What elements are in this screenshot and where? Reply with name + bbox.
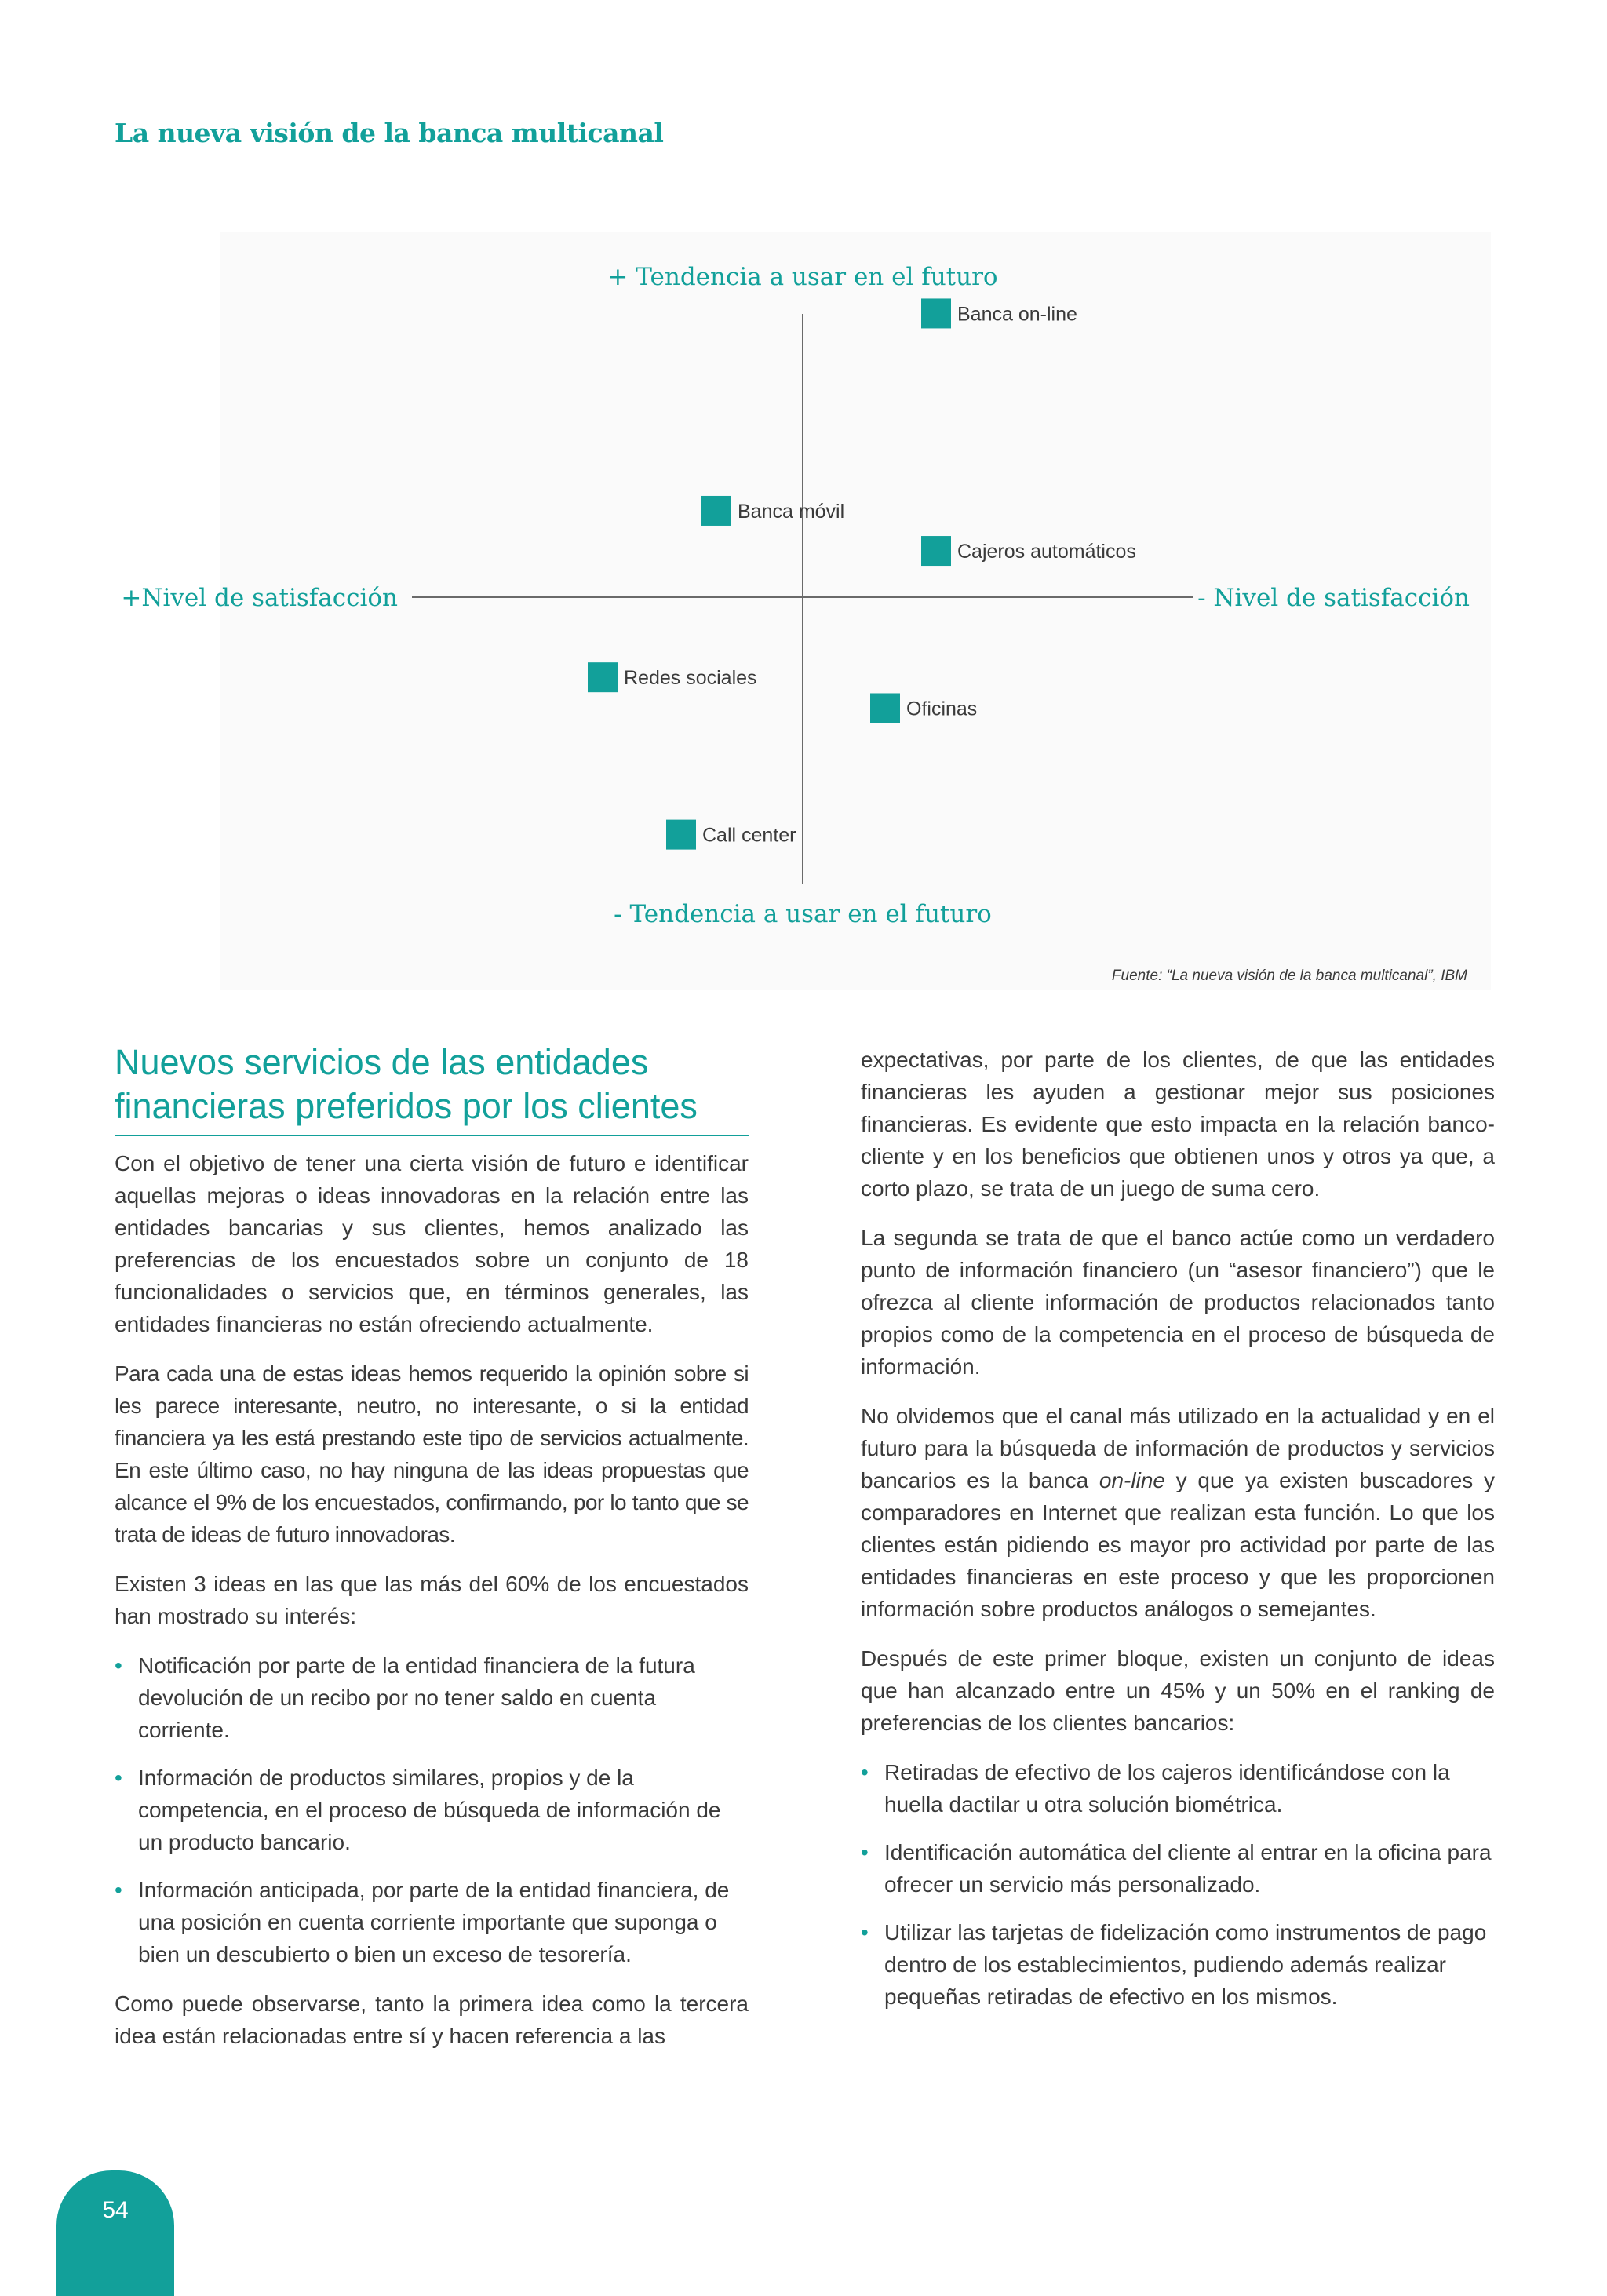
- list-item: • Información de productos similares, propios y de la competencia, en el proceso de búsqueda de información de un producto bancario.: [115, 1762, 749, 1858]
- section-title-line2: financieras preferidos por los clientes: [115, 1086, 698, 1126]
- left-column: [115, 1040, 749, 2069]
- axis-label-right: - Nivel de satisfacción: [1197, 584, 1470, 612]
- data-point: [666, 820, 696, 850]
- bullet-icon: •: [115, 1878, 122, 1902]
- paragraph-1: Con el objetivo de tener una cierta visión de futuro e identificar aquellas mejoras o ideas innovadoras en la relación entre las entidades bancarias y sus clientes, hemos analizado las preferencias de los encuestados sobre un conjunto de 18 funcionalidades o servicios que, en términos generales, las entidades financieras no están ofreciendo actualmente.: [115, 1151, 749, 1336]
- bullet-icon: •: [115, 1766, 122, 1790]
- data-point: [921, 298, 951, 328]
- list-item: • Información anticipada, por parte de la entidad financiera, de una posición en cuenta corriente importante que suponga o bien un descubierto o bien un exceso de tesorería.: [115, 1874, 749, 1970]
- quadrant-chart: [121, 232, 1491, 990]
- axis-label-top: + Tendencia a usar en el futuro: [607, 263, 998, 291]
- paragraph-8: Después de este primer bloque, existen un conjunto de ideas que han alcanzado entre un 45% y un 50% en el ranking de preferencias de los clientes bancarios:: [861, 1646, 1495, 1735]
- data-point: [870, 693, 900, 723]
- paragraph-5: expectativas, por parte de los clientes, de que las entidades financieras les ayuden a gestionar mejor sus posiciones financieras. Es evidente que esto impacta en la relación banco-cliente y en los beneficios que obtienen unos y otros ya que, a corto plazo, se trata de un juego de suma cero.: [861, 1048, 1495, 1201]
- data-point-label: Cajeros automáticos: [957, 541, 1136, 563]
- bullet-icon: •: [861, 1920, 869, 1944]
- list-item: • Utilizar las tarjetas de fidelización como instrumentos de pago dentro de los establecimientos, pudiendo además realizar pequeñas retiradas de efectivo en los mismos.: [861, 1916, 1495, 2013]
- chart-source: Fuente: “La nueva visión de la banca multicanal”, IBM: [1111, 968, 1467, 984]
- list-item: • Retiradas de efectivo de los cajeros identificándose con la huella dactilar u otra solución biométrica.: [861, 1756, 1495, 1820]
- data-point-label: Redes sociales: [624, 667, 757, 690]
- page-header: La nueva visión de la banca multicanal: [115, 118, 664, 148]
- paragraph-6: La segunda se trata de que el banco actúe como un verdadero punto de información financiero (un “asesor financiero”) que le ofrezca al cliente información de productos relacionados tanto propios como de la competencia en el proceso de búsqueda de información.: [861, 1226, 1495, 1379]
- data-point-label: Banca on-line: [957, 303, 1077, 326]
- data-point-label: Call center: [702, 824, 796, 847]
- paragraph-3: Existen 3 ideas en las que las más del 60% de los encuestados han mostrado su interés:: [115, 1572, 749, 1628]
- page-tab: [56, 2170, 174, 2296]
- axis-label-bottom: - Tendencia a usar en el futuro: [614, 900, 992, 928]
- bullet-icon: •: [861, 1840, 869, 1864]
- data-point: [588, 662, 618, 692]
- bullet-list-2: [861, 1756, 1495, 2013]
- section-title: [115, 1040, 749, 1136]
- paragraph-7: No olvidemos que el canal más utilizado en la actualidad y en el futuro para la búsqueda de información de productos y servicios bancarios es la banca on-line y que ya existen buscadores y comparadores en Internet que realizan esta función. Lo que los clientes están pidiendo es mayor pro actividad por parte de las entidades financieras en este proceso y que les proporcionen información sobre productos análogos o semejantes.: [861, 1404, 1495, 1621]
- section-title-line1: Nuevos servicios de las entidades: [115, 1042, 649, 1082]
- bullet-list-1: [115, 1649, 749, 1970]
- data-point: [701, 496, 731, 526]
- data-point: [921, 536, 951, 566]
- axis-label-left: +Nivel de satisfacción: [121, 584, 398, 612]
- right-column: [861, 1044, 1495, 2030]
- points-layer: [588, 298, 1136, 849]
- data-point-label: Oficinas: [906, 698, 978, 720]
- list-item: • Identificación automática del cliente al entrar en la oficina para ofrecer un servicio más personalizado.: [861, 1836, 1495, 1901]
- paragraph-2: Para cada una de estas ideas hemos requerido la opinión sobre si les parece interesante, neutro, no interesante, o si la entidad financiera ya les está prestando este tipo de servicios actualmente. En este último caso, no hay ninguna de las ideas propuestas que alcance el 9% de los encuestados, confirmando, por lo tanto que se trata de ideas de futuro innovadoras.: [115, 1361, 749, 1547]
- bullet-icon: •: [115, 1653, 122, 1678]
- page-number: 54: [102, 2197, 129, 2223]
- paragraph-4: Como puede observarse, tanto la primera idea como la tercera idea están relacionadas entre sí y hacen referencia a las: [115, 1992, 749, 2048]
- chart-panel: [121, 232, 1491, 990]
- emphasis-online: on-line: [1099, 1468, 1165, 1492]
- bullet-icon: •: [861, 1760, 869, 1784]
- data-point-label: Banca móvil: [738, 500, 845, 523]
- list-item: • Notificación por parte de la entidad financiera de la futura devolución de un recibo por no tener saldo en cuenta corriente.: [115, 1649, 749, 1746]
